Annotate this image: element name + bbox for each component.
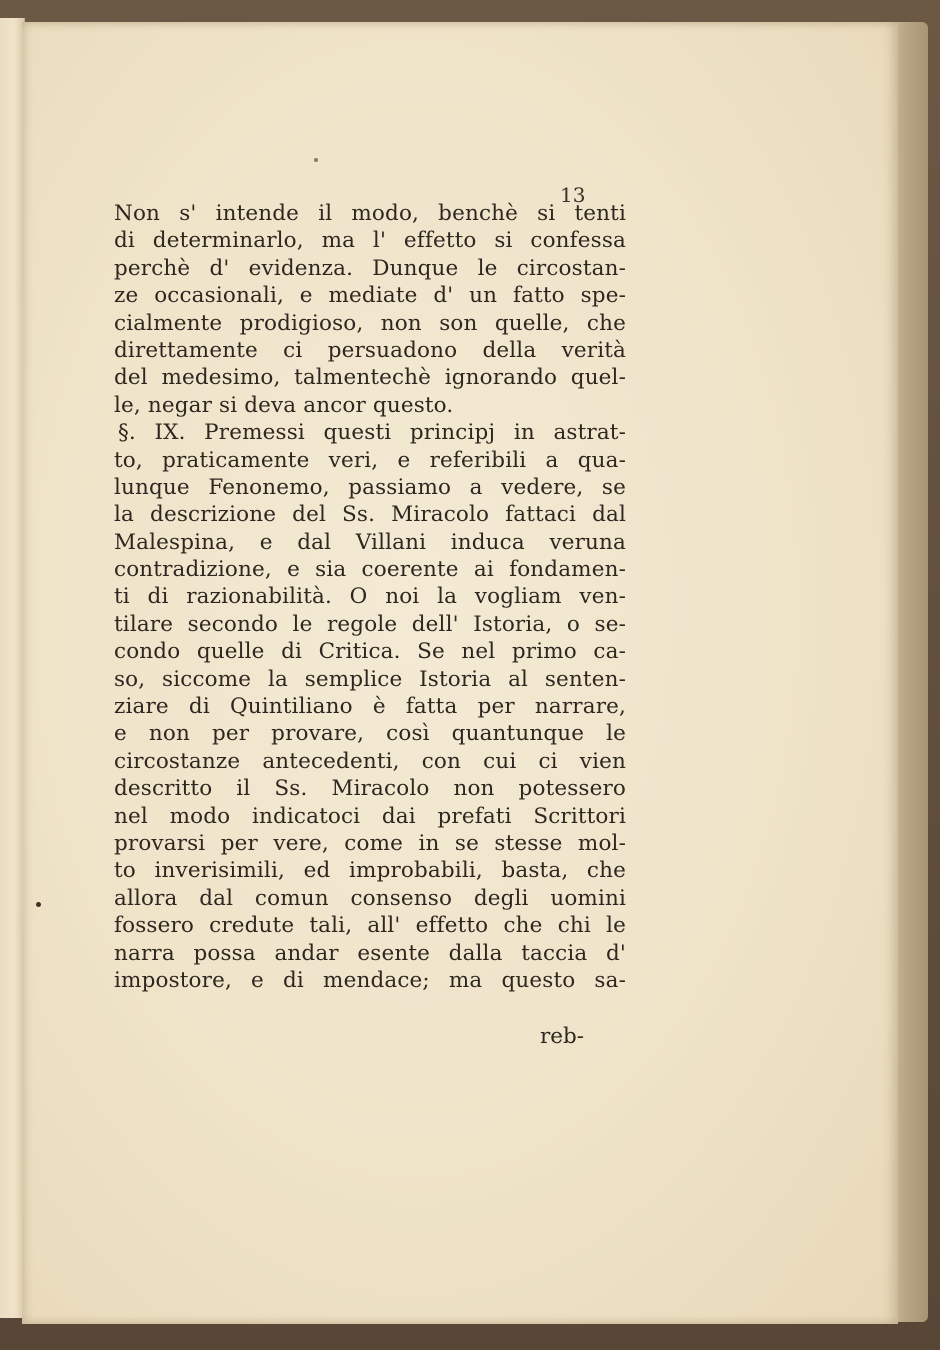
text-line: so, siccome la semplice Istoria al senten- — [114, 666, 626, 692]
text-line: narra possa andar esente dalla taccia d' — [114, 940, 626, 966]
text-line: provarsi per vere, come in se stesse mol- — [114, 830, 626, 856]
text-line: e non per provare, così quantunque le — [114, 721, 626, 747]
text-line: Non s' intende il modo, benchè si tenti — [114, 201, 626, 226]
text-line: contradizione, e sia coerente ai fondamen- — [114, 557, 626, 583]
text-line: le, negar si deva ancor questo. — [114, 392, 454, 418]
text-line: ze occasionali, e mediate d' un fatto spe- — [114, 283, 626, 309]
paper-speck — [314, 158, 318, 162]
text-line: la descrizione del Ss. Miracolo fattaci dal — [114, 502, 626, 528]
text-line: circostanze antecedenti, con cui ci vien — [114, 748, 626, 774]
text-line: di determinarlo, ma l' effetto si confessa — [114, 228, 626, 254]
text-line: to, praticamente veri, e referibili a qua- — [114, 447, 626, 473]
text-line: direttamente ci persuadono della verità — [114, 337, 626, 363]
text-line: del medesimo, talmentechè ignorando quel- — [114, 365, 626, 391]
text-line: ti di razionabilità. O noi la vogliam ven- — [114, 584, 626, 610]
paper-speck — [36, 902, 41, 907]
text-line: to inverisimili, ed improbabili, basta, che — [114, 858, 626, 884]
section-heading-line: §. IX. Premessi questi principj in astrat- — [118, 420, 626, 446]
text-line: Malespina, e dal Villani induca veruna — [114, 529, 626, 555]
body-text — [114, 200, 626, 994]
text-line: allora dal comun consenso degli uomini — [114, 885, 626, 911]
text-line: fossero credute tali, all' effetto che chi le — [114, 913, 626, 939]
text-line: perchè d' evidenza. Dunque le circostan- — [114, 255, 626, 281]
text-line: condo quelle di Critica. Se nel primo ca- — [114, 639, 626, 665]
text-line: cialmente prodigioso, non son quelle, che — [114, 310, 626, 336]
text-line: impostore, e di mendace; ma questo sa- — [114, 967, 626, 993]
text-line: nel modo indicatoci dai prefati Scrittori — [114, 803, 626, 829]
page-number: 13 — [560, 183, 586, 207]
text-line: tilare secondo le regole dell' Istoria, o se- — [114, 611, 626, 637]
text-line: descritto il Ss. Miracolo non potessero — [114, 776, 626, 802]
catchword: reb- — [540, 1024, 585, 1049]
text-line: lunque Fenonemo, passiamo a vedere, se — [114, 474, 626, 500]
text-line: ziare di Quintiliano è fatta per narrare, — [114, 694, 626, 720]
